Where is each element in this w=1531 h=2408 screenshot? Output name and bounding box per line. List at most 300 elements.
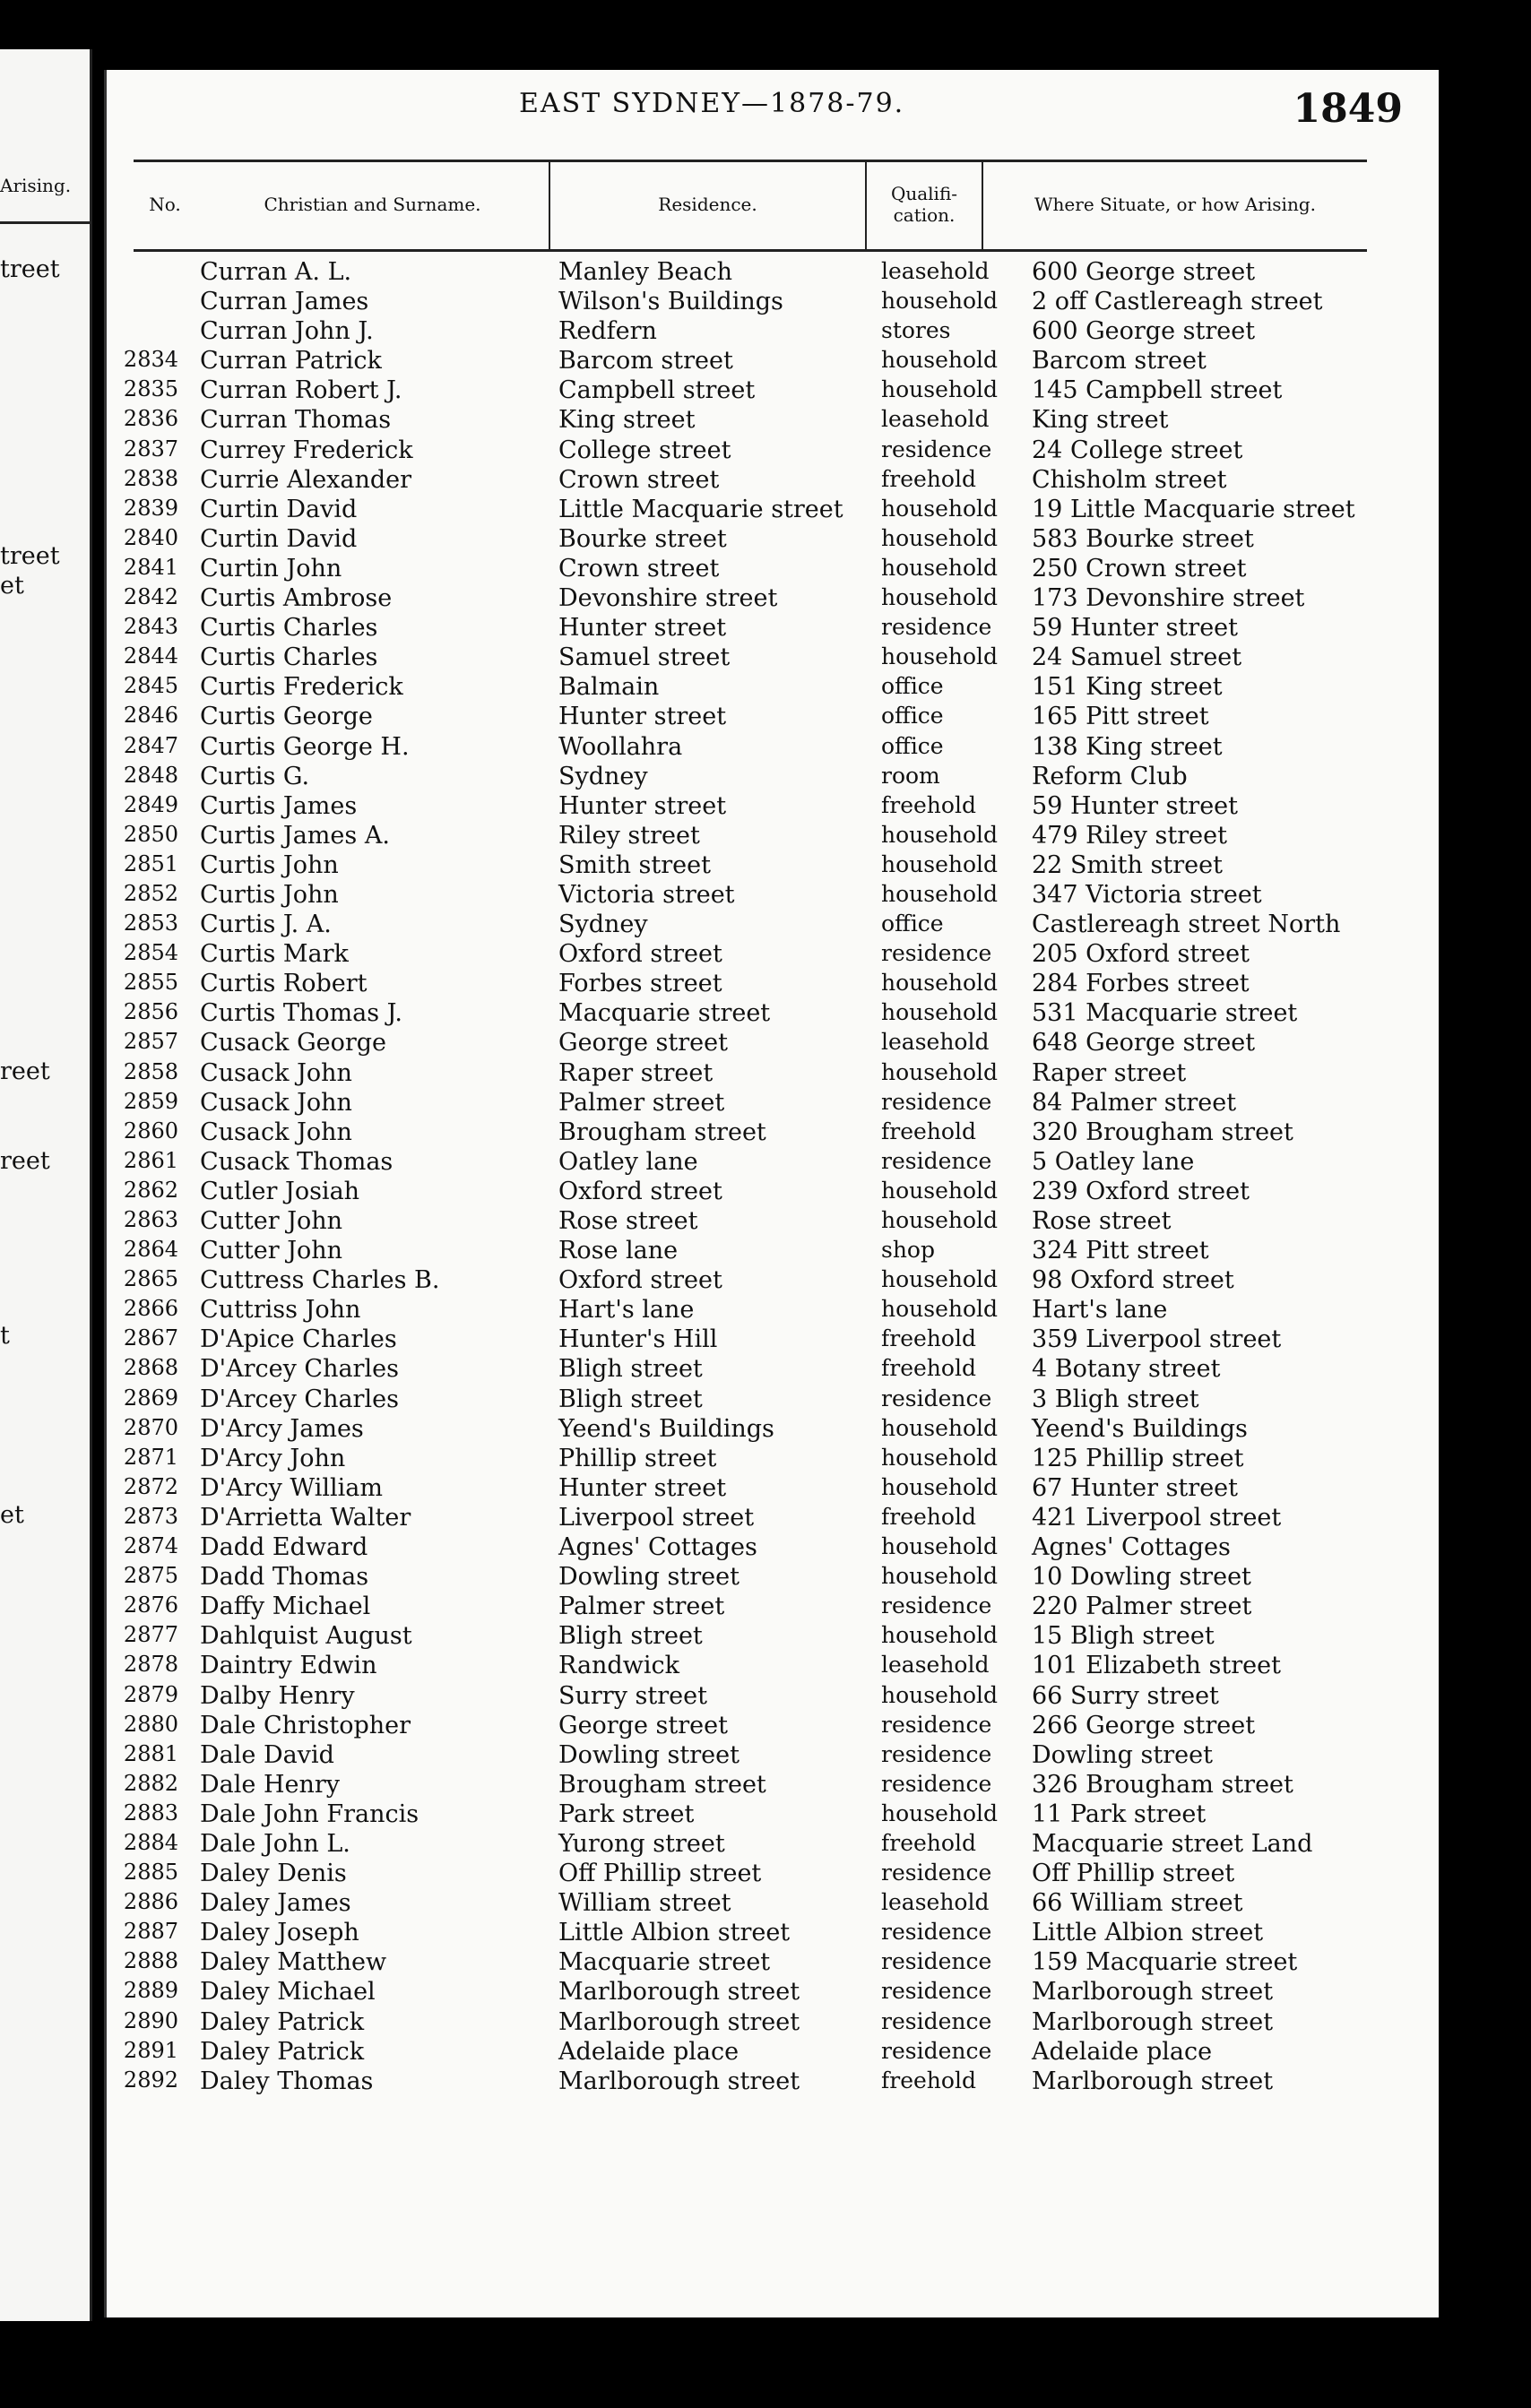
table-row xyxy=(119,1445,1392,1474)
elector-name: Dale John Francis xyxy=(200,1800,420,1828)
residence: Macquarie street xyxy=(558,999,771,1028)
elector-name: Daley Joseph xyxy=(200,1919,359,1947)
where-situate: 66 Surry street xyxy=(1032,1681,1219,1710)
qualification: household xyxy=(881,850,999,877)
table-row xyxy=(119,1178,1392,1207)
table-row xyxy=(119,763,1392,792)
where-situate: 67 Hunter street xyxy=(1032,1473,1239,1502)
entry-number: 2840 xyxy=(123,524,178,550)
qualification: household xyxy=(881,999,999,1026)
where-situate: Marlborough street xyxy=(1032,1978,1274,2007)
entry-number: 2890 xyxy=(123,2007,178,2033)
entry-number: 2842 xyxy=(123,584,178,610)
qualification: residence xyxy=(881,1147,992,1174)
elector-name: Daley James xyxy=(200,1889,351,1918)
table-row xyxy=(119,1237,1392,1266)
elector-name: Curtis Mark xyxy=(200,940,349,969)
table-row xyxy=(119,584,1392,614)
residence: Off Phillip street xyxy=(558,1860,762,1888)
elector-name: Curtis John xyxy=(200,880,339,909)
where-situate: Barcom street xyxy=(1032,347,1207,375)
where-situate: 24 College street xyxy=(1032,436,1243,464)
residence: Oatley lane xyxy=(558,1147,698,1176)
qualification: household xyxy=(881,554,999,581)
table-row xyxy=(119,822,1392,851)
elector-name: Cutler Josiah xyxy=(200,1177,360,1205)
entry-number: 2834 xyxy=(123,347,178,373)
entry-number: 2856 xyxy=(123,999,178,1025)
where-situate: 101 Elizabeth street xyxy=(1032,1652,1281,1680)
qualification: freehold xyxy=(881,1325,976,1352)
qualification: residence xyxy=(881,1592,992,1619)
qualification: office xyxy=(881,732,944,759)
previous-page-fragment: treet xyxy=(0,542,60,570)
table-row xyxy=(119,466,1392,496)
qualification: office xyxy=(881,911,944,937)
table-row xyxy=(119,1504,1392,1533)
where-situate: Agnes' Cottages xyxy=(1032,1533,1231,1562)
where-situate: 10 Dowling street xyxy=(1032,1563,1251,1592)
table-row xyxy=(119,1563,1392,1592)
entry-number: 2848 xyxy=(123,762,178,788)
elector-name: Cuttress Charles B. xyxy=(200,1266,440,1295)
elector-name: Curran Thomas xyxy=(200,406,392,435)
residence: Woollahra xyxy=(558,732,683,761)
residence: Devonshire street xyxy=(558,584,778,613)
where-situate: Little Albion street xyxy=(1032,1919,1264,1947)
qualification: room xyxy=(881,762,940,789)
residence: Hunter street xyxy=(558,1473,727,1502)
previous-page-edge xyxy=(0,49,92,2321)
residence: Rose street xyxy=(558,1207,698,1235)
residence: King street xyxy=(558,406,696,435)
elector-name: Curtis Robert xyxy=(200,970,368,998)
residence: Oxford street xyxy=(558,1177,722,1205)
where-situate: Hart's lane xyxy=(1032,1296,1168,1325)
elector-name: Daley Denis xyxy=(200,1860,347,1888)
entry-number: 2851 xyxy=(123,850,178,876)
table-row xyxy=(119,1712,1392,1741)
where-situate: Marlborough street xyxy=(1032,2007,1274,2036)
table-row xyxy=(119,1919,1392,1948)
entry-number: 2858 xyxy=(123,1058,178,1084)
qualification: leasehold xyxy=(881,1652,990,1679)
residence: College street xyxy=(558,436,731,464)
elector-name: Curtin David xyxy=(200,495,358,523)
entry-number: 2877 xyxy=(123,1622,178,1648)
table-row xyxy=(119,703,1392,732)
previous-page-fragment: et xyxy=(0,1501,24,1529)
qualification: residence xyxy=(881,614,992,641)
column-header-residence: Residence. xyxy=(658,194,757,215)
qualification: household xyxy=(881,1563,999,1590)
qualification: household xyxy=(881,1058,999,1085)
where-situate: Reform Club xyxy=(1032,762,1188,790)
where-situate: 320 Brougham street xyxy=(1032,1118,1293,1146)
qualification: household xyxy=(881,880,999,907)
where-situate: 479 Riley street xyxy=(1032,821,1227,850)
table-row xyxy=(119,1741,1392,1771)
qualification: household xyxy=(881,1414,999,1441)
elector-name: D'Arcy James xyxy=(200,1414,364,1443)
entry-number: 2837 xyxy=(123,436,178,462)
where-situate: 173 Devonshire street xyxy=(1032,584,1305,613)
where-situate: 531 Macquarie street xyxy=(1032,999,1298,1028)
previous-page-fragment: reet xyxy=(0,1147,50,1175)
table-header-bottom-rule xyxy=(134,249,1367,252)
residence: Smith street xyxy=(558,850,711,879)
qualification: residence xyxy=(881,1978,992,2005)
table-row xyxy=(119,881,1392,911)
residence: Forbes street xyxy=(558,970,722,998)
qualification: residence xyxy=(881,1088,992,1115)
residence: Bourke street xyxy=(558,524,727,553)
entry-number: 2881 xyxy=(123,1740,178,1766)
residence: Rose lane xyxy=(558,1237,679,1265)
where-situate: 59 Hunter street xyxy=(1032,614,1239,643)
residence: Hunter street xyxy=(558,703,727,731)
entry-number: 2839 xyxy=(123,495,178,521)
page-number: 1849 xyxy=(1293,86,1403,132)
qualification: office xyxy=(881,673,944,700)
entry-number: 2868 xyxy=(123,1355,178,1381)
residence: Phillip street xyxy=(558,1444,717,1472)
table-row xyxy=(119,1474,1392,1504)
elector-name: Dadd Edward xyxy=(200,1533,368,1562)
where-situate: 359 Liverpool street xyxy=(1032,1325,1282,1354)
entry-number: 2873 xyxy=(123,1503,178,1529)
qualification: household xyxy=(881,970,999,997)
residence: Sydney xyxy=(558,911,648,939)
residence: Adelaide place xyxy=(558,2037,740,2066)
residence: Agnes' Cottages xyxy=(558,1533,757,1562)
elector-name: Dadd Thomas xyxy=(200,1563,369,1592)
register-rows xyxy=(119,258,1392,2097)
where-situate: Rose street xyxy=(1032,1207,1172,1235)
table-row xyxy=(119,1355,1392,1385)
elector-name: Curtis Frederick xyxy=(200,673,403,702)
elector-name: Currie Alexander xyxy=(200,465,412,494)
table-row xyxy=(119,1860,1392,1889)
qualification: household xyxy=(881,821,999,848)
qualification: household xyxy=(881,347,999,374)
where-situate: 284 Forbes street xyxy=(1032,970,1250,998)
qualification: residence xyxy=(881,940,992,967)
where-situate: 159 Macquarie street xyxy=(1032,1948,1298,1977)
entry-number: 2854 xyxy=(123,940,178,966)
entry-number: 2887 xyxy=(123,1919,178,1945)
qualification: leasehold xyxy=(881,1029,990,1056)
residence: William street xyxy=(558,1889,731,1918)
table-row xyxy=(119,851,1392,881)
table-row xyxy=(119,496,1392,525)
entry-number: 2875 xyxy=(123,1563,178,1589)
table-row xyxy=(119,436,1392,466)
entry-number: 2850 xyxy=(123,821,178,847)
residence: Liverpool street xyxy=(558,1503,755,1532)
residence: Randwick xyxy=(558,1652,679,1680)
table-row xyxy=(119,1652,1392,1681)
where-situate: 266 George street xyxy=(1032,1711,1256,1739)
qualification: leasehold xyxy=(881,1889,990,1916)
where-situate: 138 King street xyxy=(1032,732,1223,761)
elector-name: Curtis Ambrose xyxy=(200,584,393,613)
column-header-qualification: Qualifi- cation. xyxy=(890,183,958,226)
table-row xyxy=(119,258,1392,288)
entry-number: 2857 xyxy=(123,1029,178,1055)
elector-name: Cusack George xyxy=(200,1029,387,1057)
residence: Little Macquarie street xyxy=(558,495,843,523)
table-row xyxy=(119,1118,1392,1148)
qualification: freehold xyxy=(881,1829,976,1856)
previous-page-header: Arising. xyxy=(0,175,72,196)
residence: Wilson's Buildings xyxy=(558,288,783,316)
qualification: household xyxy=(881,376,999,403)
residence: Oxford street xyxy=(558,1266,722,1295)
table-row xyxy=(119,1682,1392,1712)
entry-number: 2862 xyxy=(123,1177,178,1203)
entry-number: 2852 xyxy=(123,880,178,906)
entry-number: 2884 xyxy=(123,1829,178,1855)
residence: Hart's lane xyxy=(558,1296,695,1325)
residence: Brougham street xyxy=(558,1118,766,1146)
where-situate: 3 Bligh street xyxy=(1032,1385,1199,1413)
table-row xyxy=(119,288,1392,317)
entry-number: 2888 xyxy=(123,1948,178,1974)
table-row xyxy=(119,525,1392,555)
entry-number: 2885 xyxy=(123,1860,178,1886)
elector-name: D'Arrietta Walter xyxy=(200,1503,411,1532)
table-row xyxy=(119,792,1392,822)
entry-number: 2861 xyxy=(123,1147,178,1173)
residence: Yeend's Buildings xyxy=(558,1414,774,1443)
elector-name: D'Arcy John xyxy=(200,1444,346,1472)
where-situate: 22 Smith street xyxy=(1032,850,1223,879)
qualification: household xyxy=(881,1207,999,1233)
elector-name: Curran John J. xyxy=(200,317,374,346)
residence: Park street xyxy=(558,1800,695,1828)
where-situate: 125 Phillip street xyxy=(1032,1444,1244,1472)
qualification: freehold xyxy=(881,465,976,492)
qualification: residence xyxy=(881,1919,992,1946)
table-row xyxy=(119,555,1392,584)
table-row xyxy=(119,1771,1392,1800)
elector-name: Currey Frederick xyxy=(200,436,413,464)
elector-name: Cuttriss John xyxy=(200,1296,361,1325)
where-situate: 421 Liverpool street xyxy=(1032,1503,1282,1532)
table-row xyxy=(119,1325,1392,1355)
residence: Crown street xyxy=(558,554,720,583)
elector-name: Curtin John xyxy=(200,554,342,583)
where-situate: 151 King street xyxy=(1032,673,1223,702)
residence: Bligh street xyxy=(558,1385,703,1413)
qualification: residence xyxy=(881,1711,992,1738)
table-row xyxy=(119,1059,1392,1089)
elector-name: Cusack John xyxy=(200,1088,352,1117)
qualification: freehold xyxy=(881,2067,976,2093)
previous-page-rule xyxy=(0,221,90,224)
entry-number: 2855 xyxy=(123,970,178,996)
where-situate: 11 Park street xyxy=(1032,1800,1207,1828)
qualification: residence xyxy=(881,436,992,462)
where-situate: 2 off Castlereagh street xyxy=(1032,288,1323,316)
entry-number: 2871 xyxy=(123,1444,178,1470)
where-situate: Yeend's Buildings xyxy=(1032,1414,1248,1443)
qualification: household xyxy=(881,1266,999,1293)
qualification: household xyxy=(881,1473,999,1500)
where-situate: 239 Oxford street xyxy=(1032,1177,1250,1205)
where-situate: 324 Pitt street xyxy=(1032,1237,1209,1265)
previous-page-fragment: et xyxy=(0,572,24,600)
elector-name: Curtis J. A. xyxy=(200,911,332,939)
entry-number: 2886 xyxy=(123,1889,178,1915)
column-header-name: Christian and Surname. xyxy=(264,194,481,215)
entry-number: 2870 xyxy=(123,1414,178,1440)
elector-name: Dale Henry xyxy=(200,1770,341,1799)
elector-name: Cusack Thomas xyxy=(200,1147,394,1176)
table-row xyxy=(119,1415,1392,1445)
table-row xyxy=(119,1266,1392,1296)
residence: George street xyxy=(558,1711,728,1739)
table-row xyxy=(119,2067,1392,2097)
residence: Sydney xyxy=(558,762,648,790)
qualification: residence xyxy=(881,2037,992,2064)
residence: Marlborough street xyxy=(558,1978,800,2007)
qualification: leasehold xyxy=(881,258,990,284)
residence: Bligh street xyxy=(558,1622,703,1651)
table-row xyxy=(119,733,1392,763)
table-row xyxy=(119,643,1392,673)
table-row xyxy=(119,1800,1392,1830)
entry-number: 2882 xyxy=(123,1770,178,1796)
column-header-where: Where Situate, or how Arising. xyxy=(1034,194,1316,215)
residence: Marlborough street xyxy=(558,2067,800,2095)
residence: Marlborough street xyxy=(558,2007,800,2036)
table-row xyxy=(119,2038,1392,2067)
where-situate: Off Phillip street xyxy=(1032,1860,1235,1888)
where-situate: Castlereagh street North xyxy=(1032,911,1341,939)
where-situate: 145 Campbell street xyxy=(1032,376,1283,405)
table-row xyxy=(119,1533,1392,1563)
entry-number: 2835 xyxy=(123,376,178,402)
where-situate: Marlborough street xyxy=(1032,2067,1274,2095)
table-row xyxy=(119,1385,1392,1415)
table-row xyxy=(119,1978,1392,2007)
entry-number: 2891 xyxy=(123,2037,178,2063)
column-header-no: No. xyxy=(149,194,181,215)
residence: Balmain xyxy=(558,673,660,702)
qualification: household xyxy=(881,1681,999,1708)
qualification: household xyxy=(881,1177,999,1204)
where-situate: 250 Crown street xyxy=(1032,554,1247,583)
entry-number: 2880 xyxy=(123,1711,178,1737)
elector-name: Curtin David xyxy=(200,524,358,553)
entry-number: 2853 xyxy=(123,911,178,936)
previous-page-fragment: t xyxy=(0,1322,10,1350)
qualification: residence xyxy=(881,2007,992,2034)
table-row xyxy=(119,1889,1392,1919)
elector-name: Cusack John xyxy=(200,1058,352,1087)
residence: Hunter street xyxy=(558,614,727,643)
elector-name: Curtis G. xyxy=(200,762,310,790)
entry-number: 2847 xyxy=(123,732,178,758)
residence: Manley Beach xyxy=(558,258,733,286)
residence: Brougham street xyxy=(558,1770,766,1799)
table-row xyxy=(119,999,1392,1029)
residence: Yurong street xyxy=(558,1829,725,1858)
table-row xyxy=(119,376,1392,406)
qualification: leasehold xyxy=(881,406,990,433)
where-situate: 326 Brougham street xyxy=(1032,1770,1293,1799)
where-situate: 600 George street xyxy=(1032,258,1256,286)
qualification: household xyxy=(881,524,999,551)
where-situate: 583 Bourke street xyxy=(1032,524,1254,553)
qualification: household xyxy=(881,584,999,611)
table-row xyxy=(119,1029,1392,1058)
residence: George street xyxy=(558,1029,728,1057)
entry-number: 2841 xyxy=(123,554,178,580)
qualification: residence xyxy=(881,1385,992,1411)
elector-name: Curran James xyxy=(200,288,369,316)
entry-number: 2863 xyxy=(123,1207,178,1232)
elector-name: Curtis George xyxy=(200,703,373,731)
qualification: residence xyxy=(881,1948,992,1975)
elector-name: D'Arcy William xyxy=(200,1473,383,1502)
elector-name: Daley Patrick xyxy=(200,2007,365,2036)
where-situate: 24 Samuel street xyxy=(1032,643,1242,672)
elector-name: Cutter John xyxy=(200,1207,343,1235)
elector-name: Curtis Charles xyxy=(200,643,378,672)
where-situate: 600 George street xyxy=(1032,317,1256,346)
table-row xyxy=(119,317,1392,347)
elector-name: Cusack John xyxy=(200,1118,352,1146)
entry-number: 2860 xyxy=(123,1118,178,1144)
qualification: household xyxy=(881,1533,999,1560)
previous-page-fragment: reet xyxy=(0,1057,50,1085)
table-row xyxy=(119,406,1392,436)
residence: Raper street xyxy=(558,1058,714,1087)
where-situate: Chisholm street xyxy=(1032,465,1227,494)
entry-number: 2866 xyxy=(123,1296,178,1322)
elector-name: Daley Thomas xyxy=(200,2067,374,2095)
qualification: residence xyxy=(881,1860,992,1886)
table-row xyxy=(119,970,1392,999)
qualification: stores xyxy=(881,317,951,344)
elector-name: Dalby Henry xyxy=(200,1681,355,1710)
residence: Surry street xyxy=(558,1681,707,1710)
elector-name: D'Arcey Charles xyxy=(200,1385,399,1413)
qualification: household xyxy=(881,1622,999,1649)
elector-name: Curtis John xyxy=(200,850,339,879)
elector-name: Curtis James A. xyxy=(200,821,390,850)
residence: Samuel street xyxy=(558,643,731,672)
entry-number: 2845 xyxy=(123,673,178,699)
entry-number: 2846 xyxy=(123,703,178,729)
where-situate: 66 William street xyxy=(1032,1889,1243,1918)
running-head: EAST SYDNEY—1878-79. xyxy=(519,88,905,119)
elector-name: Daley Patrick xyxy=(200,2037,365,2066)
where-situate: King street xyxy=(1032,406,1169,435)
residence: Barcom street xyxy=(558,347,733,375)
elector-name: D'Apice Charles xyxy=(200,1325,397,1354)
elector-name: Daintry Edwin xyxy=(200,1652,377,1680)
elector-name: Curran Patrick xyxy=(200,347,382,375)
entry-number: 2844 xyxy=(123,643,178,669)
where-situate: 648 George street xyxy=(1032,1029,1256,1057)
elector-name: Curtis Thomas J. xyxy=(200,999,402,1028)
qualification: household xyxy=(881,1444,999,1471)
elector-name: Dahlquist August xyxy=(200,1622,412,1651)
